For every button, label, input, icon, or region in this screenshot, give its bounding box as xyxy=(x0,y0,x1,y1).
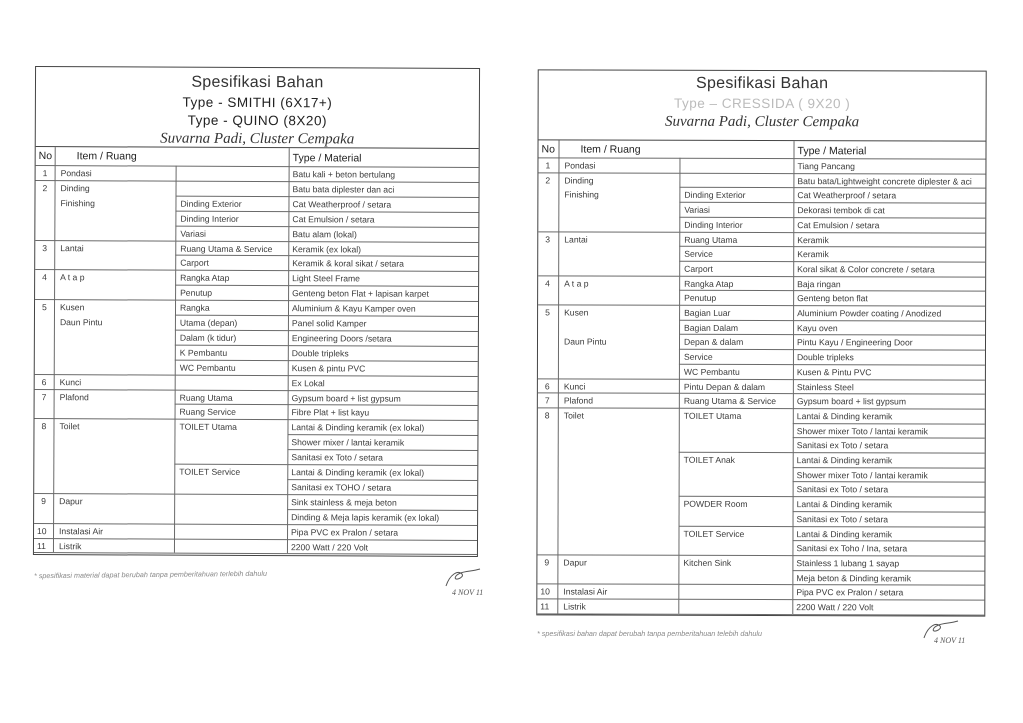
column-divider xyxy=(53,147,56,552)
row-divider xyxy=(288,300,478,302)
row-material: Genteng beton Flat + lapisan karpet xyxy=(292,288,429,299)
row-material: Gypsum board + list gypsum xyxy=(796,396,907,407)
row-material: Kusen & pintu PVC xyxy=(291,362,366,374)
row-number: 10 xyxy=(37,525,47,536)
row-divider xyxy=(287,449,477,451)
row-sub-item: Rangka Atap xyxy=(684,278,734,289)
row-material: Cat Emulsion / setara xyxy=(292,213,375,225)
row-divider xyxy=(793,290,985,292)
row-divider xyxy=(793,379,985,381)
row-sub-item: Variasi xyxy=(684,204,711,215)
column-divider xyxy=(557,140,559,613)
row-sub-item: Penutup xyxy=(180,287,213,298)
row-divider xyxy=(175,300,288,301)
spec-sheet-left xyxy=(33,66,480,557)
row-divider xyxy=(175,285,288,286)
row-material: Shower mixer Toto / lantai keramik xyxy=(796,425,928,437)
row-sub-item: Depan & dalam xyxy=(683,337,744,348)
row-divider xyxy=(175,359,288,360)
col-header-item: Item / Ruang xyxy=(76,150,137,163)
row-material: Shower mixer Toto / lantai keramik xyxy=(796,469,928,481)
row-divider xyxy=(679,261,793,262)
row-number: 3 xyxy=(42,242,48,253)
row-sub-item: Penutup xyxy=(684,293,717,304)
row-divider xyxy=(679,349,793,350)
row-sub-item: TOILET Service xyxy=(683,528,745,539)
row-item: Daun Pintu xyxy=(59,317,103,328)
row-sub-item: TOILET Service xyxy=(179,466,241,477)
row-divider xyxy=(538,304,679,305)
row-divider xyxy=(793,202,985,204)
row-sub-item: Dinding Exterior xyxy=(180,198,242,209)
row-divider xyxy=(679,246,793,247)
row-sub-item: Service xyxy=(684,248,713,260)
row-divider xyxy=(679,334,793,335)
row-divider xyxy=(793,187,985,189)
row-divider xyxy=(287,554,477,556)
row-number: 11 xyxy=(540,601,550,612)
row-material: Sanitasi ex Toto / setara xyxy=(291,452,383,463)
row-material: Fibre Plat + list kayu xyxy=(291,407,370,418)
row-item: Finishing xyxy=(564,189,599,200)
row-divider xyxy=(287,509,477,511)
row-divider xyxy=(175,255,288,256)
row-material: Batu bata/Lightweight concrete diplester & aci xyxy=(797,175,972,187)
row-material: Sanitasi ex Toto / setara xyxy=(796,513,889,525)
row-divider xyxy=(288,256,478,258)
row-material: Batu alam (lokal) xyxy=(292,228,357,240)
row-divider xyxy=(538,393,679,394)
row-divider xyxy=(288,315,478,317)
row-divider xyxy=(287,539,477,541)
row-divider xyxy=(793,261,985,263)
row-item: Plafond xyxy=(59,391,89,402)
row-divider xyxy=(537,613,678,614)
row-item: Instalasi Air xyxy=(563,586,608,597)
row-material: Baja ringan xyxy=(797,278,841,289)
row-divider xyxy=(174,493,287,494)
row-divider xyxy=(288,419,478,421)
row-sub-item: POWDER Room xyxy=(683,498,748,510)
row-material: Meja beton & Dinding keramik xyxy=(796,572,912,583)
row-item: Dapur xyxy=(563,557,587,568)
row-material: Panel solid Kamper xyxy=(291,318,367,329)
row-material: Lantai & Dinding keramik xyxy=(796,528,893,539)
row-sub-item: Utama (depan) xyxy=(179,317,238,328)
row-number: 8 xyxy=(41,421,47,432)
row-divider xyxy=(175,225,288,226)
row-divider xyxy=(793,349,985,351)
row-sub-item: WC Pembantu xyxy=(683,366,740,377)
row-material: Sink stainless & meja beton xyxy=(291,496,397,508)
row-divider xyxy=(793,452,985,454)
row-item: Listrik xyxy=(563,601,586,612)
row-item: Kunci xyxy=(59,376,82,387)
row-divider xyxy=(175,404,288,405)
row-item: A t a p xyxy=(60,272,85,283)
col-header-item: Item / Ruang xyxy=(580,143,641,156)
row-item: Kusen xyxy=(59,302,85,313)
row-divider xyxy=(289,196,479,198)
row-number: 5 xyxy=(545,307,550,318)
row-sub-item: Ruang Utama & Service xyxy=(180,243,273,254)
row-material: 2200 Watt / 220 Volt xyxy=(290,541,369,552)
row-sub-item: Kitchen Sink xyxy=(683,557,732,568)
footnote: * spesifikasi material dapat berubah tanpa pemberitahuan terlebih dahulu xyxy=(33,568,267,581)
row-divider xyxy=(176,195,289,196)
row-divider xyxy=(288,226,478,228)
row-material: Lantai & Dinding keramik (ex lokal) xyxy=(291,467,425,478)
row-sub-item: Dinding Exterior xyxy=(684,190,746,201)
row-divider xyxy=(679,231,793,232)
row-material: Batu bata diplester dan aci xyxy=(292,184,395,195)
row-divider xyxy=(793,173,985,175)
row-material: Batu kali + beton bertulang xyxy=(292,169,396,180)
row-divider xyxy=(287,464,477,466)
row-material: Lantai & Dinding keramik xyxy=(796,499,893,510)
row-material: Kayu oven xyxy=(797,322,838,333)
col-header-type: Type / Material xyxy=(292,152,362,165)
row-item: Toilet xyxy=(563,410,584,421)
row-divider xyxy=(537,584,678,585)
row-divider xyxy=(288,285,478,287)
row-divider xyxy=(793,496,985,498)
row-divider xyxy=(538,172,679,173)
row-sub-item: Dalam (k tidur) xyxy=(179,332,237,343)
row-divider xyxy=(793,526,985,528)
row-divider xyxy=(538,378,679,379)
row-divider xyxy=(176,181,289,182)
row-divider xyxy=(679,187,793,188)
row-material: Cat Weatherproof / setara xyxy=(797,190,897,201)
row-divider xyxy=(679,305,793,306)
row-material: Pintu Kayu / Engineering Door xyxy=(796,337,913,348)
row-material: Gypsum board + list gypsum xyxy=(291,392,401,404)
row-material: Sanitasi ex Toho / Ina, setara xyxy=(796,543,908,554)
row-divider xyxy=(287,524,477,526)
row-divider xyxy=(175,344,288,345)
row-sub-item: Variasi xyxy=(180,228,207,239)
row-divider xyxy=(792,584,984,586)
row-material: Stainless Steel xyxy=(796,381,854,392)
row-item: Instalasi Air xyxy=(59,525,104,536)
type-line-1: Type – CRESSIDA ( 9X20 ) xyxy=(673,95,851,112)
row-divider xyxy=(288,211,478,213)
row-divider xyxy=(34,552,174,554)
row-divider xyxy=(288,390,478,392)
row-divider xyxy=(679,378,793,379)
type-line-2: Type - QUINO (8X20) xyxy=(187,112,328,129)
row-divider xyxy=(678,613,792,614)
row-item: Daun Pintu xyxy=(563,336,607,347)
cluster-name: Suvarna Padi, Cluster Cempaka xyxy=(160,130,355,148)
row-number: 7 xyxy=(41,391,47,402)
row-item: Dinding xyxy=(564,175,594,186)
row-divider xyxy=(287,434,477,436)
row-divider xyxy=(792,540,984,542)
row-material: Light Steel Frame xyxy=(292,273,360,284)
row-divider xyxy=(679,172,793,173)
row-sub-item: Service xyxy=(683,351,713,362)
row-divider xyxy=(679,319,793,320)
row-sub-item: TOILET Utama xyxy=(179,421,238,433)
row-item: Lantai xyxy=(564,233,588,245)
signature-date: 4 NOV 11 xyxy=(934,636,966,645)
row-item: Lantai xyxy=(60,242,84,253)
row-material: Keramik (ex lokal) xyxy=(292,243,362,254)
row-divider xyxy=(792,570,984,572)
row-number: 2 xyxy=(42,182,48,193)
row-divider xyxy=(792,614,984,616)
footnote: * spesifikasi bahan dapat berubah tanpa pemberitahuan telebih dahulu xyxy=(537,629,762,638)
row-divider xyxy=(793,276,985,278)
row-sub-item: Carport xyxy=(684,263,713,274)
row-divider xyxy=(679,496,793,497)
row-divider xyxy=(288,405,478,407)
type-line-1: Type - SMITHI (6X17+) xyxy=(182,94,333,111)
row-number: 4 xyxy=(545,278,550,289)
row-material: Double tripleks xyxy=(796,352,854,363)
row-divider xyxy=(34,523,174,525)
row-number: 9 xyxy=(544,557,550,568)
row-material: Aluminium & Kayu Kamper oven xyxy=(291,303,416,314)
row-sub-item: WC Pembantu xyxy=(179,362,236,373)
column-divider xyxy=(792,141,794,614)
row-material: Koral sikat & Color concrete / setara xyxy=(797,263,935,275)
row-sub-item: TOILET Utama xyxy=(683,410,742,421)
col-header-type: Type / Material xyxy=(797,145,867,158)
row-number: 10 xyxy=(540,586,550,597)
row-sub-item: Pintu Depan & dalam xyxy=(683,381,766,392)
row-divider xyxy=(288,360,478,362)
signature-date: 4 NOV 11 xyxy=(452,588,484,597)
row-sub-item: Ruang Utama xyxy=(179,392,233,403)
row-divider xyxy=(288,241,478,243)
column-divider xyxy=(678,158,680,614)
row-material: Dekorasi tembok di cat xyxy=(797,205,885,216)
row-divider xyxy=(35,299,175,301)
row-divider xyxy=(175,240,288,241)
row-divider xyxy=(174,553,287,554)
row-divider xyxy=(793,334,985,336)
row-divider xyxy=(792,555,984,557)
row-material: Pipa PVC ex Pralon / setara xyxy=(796,587,904,598)
header-divider xyxy=(538,157,985,159)
row-divider xyxy=(35,269,175,271)
row-divider xyxy=(35,240,175,242)
row-divider xyxy=(793,305,985,307)
row-divider xyxy=(793,408,985,410)
row-divider xyxy=(793,232,985,234)
row-divider xyxy=(678,555,792,556)
row-divider xyxy=(538,231,679,232)
row-divider xyxy=(679,364,793,365)
row-material: Cat Weatherproof / setara xyxy=(292,198,392,210)
row-material: Tiang Pancang xyxy=(797,161,855,172)
sheet-title: Spesifikasi Bahan xyxy=(696,74,829,93)
row-divider xyxy=(792,599,984,601)
row-material: Sanitasi ex Toto / setara xyxy=(796,484,889,495)
row-divider xyxy=(35,418,175,420)
row-material: Cat Emulsion / setara xyxy=(797,219,880,231)
row-divider xyxy=(793,217,985,219)
row-divider xyxy=(679,217,793,218)
row-item: Listrik xyxy=(58,540,82,551)
row-divider xyxy=(175,210,288,211)
row-number: 9 xyxy=(41,495,46,506)
row-item: Toilet xyxy=(59,421,80,432)
row-material: Pipa PVC ex Pralon / setara xyxy=(291,526,399,538)
row-material: Ex Lokal xyxy=(291,377,325,388)
sheet-header xyxy=(539,70,986,141)
row-number: 7 xyxy=(544,395,550,406)
row-material: Aluminium Powder coating / Anodized xyxy=(797,308,942,319)
row-divider xyxy=(174,464,287,465)
row-divider xyxy=(679,393,793,394)
row-divider xyxy=(793,511,985,513)
row-number: 2 xyxy=(545,175,551,186)
row-divider xyxy=(793,481,985,483)
row-divider xyxy=(793,364,985,366)
row-number: 8 xyxy=(544,410,550,421)
row-divider xyxy=(34,538,174,540)
row-divider xyxy=(679,525,793,526)
col-header-no: No xyxy=(541,143,555,156)
row-divider xyxy=(793,423,985,425)
row-material: Shower mixer / lantai keramik xyxy=(291,437,405,448)
row-divider xyxy=(679,452,793,453)
row-divider xyxy=(175,374,288,375)
row-divider xyxy=(288,270,478,272)
row-material: Stainless 1 lubang 1 sayap xyxy=(796,557,900,569)
row-sub-item: Bagian Dalam xyxy=(684,322,739,333)
row-material: Genteng beton flat xyxy=(797,293,868,304)
row-divider xyxy=(35,389,175,391)
row-divider xyxy=(793,467,985,469)
row-number: 1 xyxy=(42,168,48,179)
row-sub-item: Ruang Utama xyxy=(684,234,738,245)
row-divider xyxy=(174,523,287,524)
row-divider xyxy=(175,270,288,271)
row-material: Keramik & koral sikat / setara xyxy=(292,258,404,270)
row-number: 6 xyxy=(544,380,550,391)
row-sub-item: Rangka Atap xyxy=(180,272,230,284)
row-material: Sanitasi ex TOHO / setara xyxy=(291,482,392,493)
row-divider xyxy=(289,181,479,183)
row-divider xyxy=(175,315,288,316)
row-divider xyxy=(288,345,478,347)
sheet-header xyxy=(36,67,479,149)
row-material: Dinding & Meja lapis keramik (ex lokal) xyxy=(291,511,440,523)
row-divider xyxy=(679,408,793,409)
row-sub-item: Carport xyxy=(180,258,209,269)
row-material: Keramik xyxy=(797,249,829,260)
row-divider xyxy=(679,290,793,291)
row-item: Kunci xyxy=(563,380,586,392)
row-material: Kusen & Pintu PVC xyxy=(796,366,872,378)
row-number: 5 xyxy=(41,302,47,313)
row-number: 1 xyxy=(545,160,551,171)
row-divider xyxy=(678,584,792,585)
row-divider xyxy=(793,246,985,248)
row-sub-item: TOILET Anak xyxy=(683,454,735,465)
row-sub-item: Ruang Service xyxy=(179,407,236,418)
row-sub-item: Bagian Luar xyxy=(684,307,731,318)
row-item: Finishing xyxy=(60,197,95,209)
row-material: Lantai & Dinding keramik (ex lokal) xyxy=(291,422,425,434)
row-material: Lantai & Dinding keramik xyxy=(796,455,893,466)
row-material: Double tripleks xyxy=(291,347,349,359)
row-material: Sanitasi ex Toto / setara xyxy=(796,440,889,451)
row-divider xyxy=(34,493,174,495)
row-item: Dinding xyxy=(60,183,90,194)
row-material: Engineering Doors /setara xyxy=(291,333,392,344)
row-item: Kusen xyxy=(564,307,589,318)
row-divider xyxy=(678,599,792,600)
row-divider xyxy=(537,554,678,555)
spec-sheet-right xyxy=(536,69,986,616)
row-sub-item: Rangka xyxy=(179,302,210,313)
col-header-no: No xyxy=(38,150,53,163)
row-divider xyxy=(679,202,793,203)
row-divider xyxy=(538,407,679,408)
row-sub-item: Ruang Utama & Service xyxy=(683,395,777,407)
row-sub-item: Dinding Interior xyxy=(180,213,239,224)
row-material: 2200 Watt / 220 Volt xyxy=(796,602,874,613)
header-divider xyxy=(36,165,479,168)
row-item: Dapur xyxy=(59,495,83,507)
row-divider xyxy=(36,180,176,182)
row-number: 6 xyxy=(41,376,47,387)
row-number: 4 xyxy=(42,272,47,283)
row-number: 3 xyxy=(545,233,551,244)
row-divider xyxy=(537,598,678,599)
row-divider xyxy=(793,437,985,439)
row-divider xyxy=(287,494,477,496)
row-divider xyxy=(679,275,793,276)
row-material: Keramik xyxy=(797,234,829,245)
sheet-title: Spesifikasi Bahan xyxy=(191,73,324,92)
row-divider xyxy=(175,419,288,420)
row-item: Pondasi xyxy=(60,168,92,179)
row-sub-item: Dinding Interior xyxy=(684,219,743,230)
row-divider xyxy=(288,330,478,332)
row-divider xyxy=(793,393,985,395)
row-item: Plafond xyxy=(563,395,594,406)
row-material: Lantai & Dinding keramik xyxy=(796,410,893,422)
row-divider xyxy=(793,320,985,322)
row-divider xyxy=(175,389,288,390)
row-divider xyxy=(174,538,287,539)
row-number: 11 xyxy=(36,540,46,551)
row-divider xyxy=(288,375,478,377)
row-divider xyxy=(287,479,477,481)
row-divider xyxy=(538,275,679,276)
cluster-name: Suvarna Padi, Cluster Cempaka xyxy=(664,113,860,131)
row-sub-item: K Pembantu xyxy=(179,347,228,358)
row-item: Pondasi xyxy=(564,160,596,171)
row-item: A t a p xyxy=(564,278,589,289)
column-divider xyxy=(287,148,290,553)
row-divider xyxy=(175,330,288,331)
row-divider xyxy=(35,374,175,376)
